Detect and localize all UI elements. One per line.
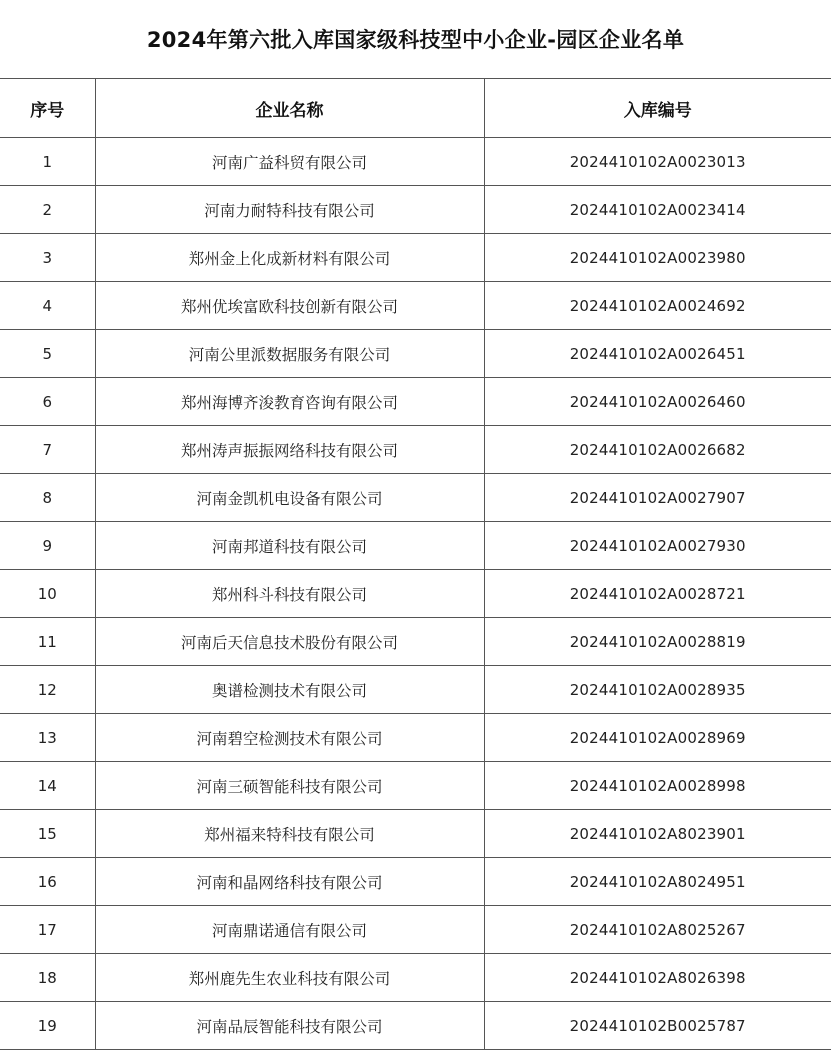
row-index: 3 (0, 234, 95, 282)
company-name: 河南品辰智能科技有限公司 (95, 1002, 484, 1050)
registry-code: 2024410102A0028721 (484, 570, 831, 618)
table-row (0, 282, 831, 330)
registry-code: 2024410102A0027907 (484, 474, 831, 522)
company-name: 河南碧空检测技术有限公司 (95, 714, 484, 762)
registry-code: 2024410102A0026682 (484, 426, 831, 474)
row-index: 5 (0, 330, 95, 378)
registry-code: 2024410102B0025787 (484, 1002, 831, 1050)
table-row (0, 906, 831, 954)
registry-code: 2024410102A0028969 (484, 714, 831, 762)
registry-code: 2024410102A0028819 (484, 618, 831, 666)
registry-code: 2024410102A0023414 (484, 186, 831, 234)
row-index: 8 (0, 474, 95, 522)
company-name: 郑州鹿先生农业科技有限公司 (95, 954, 484, 1002)
company-table (0, 78, 831, 1050)
row-index: 1 (0, 138, 95, 186)
table-header-row (0, 79, 831, 138)
page-title: 2024年第六批入库国家级科技型中小企业-园区企业名单 (146, 28, 685, 52)
row-index: 19 (0, 1002, 95, 1050)
table-row (0, 618, 831, 666)
header-registry-code: 入库编号 (484, 79, 831, 138)
header-index: 序号 (0, 79, 95, 138)
header-company-name: 企业名称 (95, 79, 484, 138)
registry-code: 2024410102A8024951 (484, 858, 831, 906)
table-row (0, 570, 831, 618)
table-row (0, 474, 831, 522)
registry-code: 2024410102A0023980 (484, 234, 831, 282)
company-name: 奥谱检测技术有限公司 (95, 666, 484, 714)
company-name: 郑州优埃富欧科技创新有限公司 (95, 282, 484, 330)
registry-code: 2024410102A8026398 (484, 954, 831, 1002)
row-index: 6 (0, 378, 95, 426)
row-index: 11 (0, 618, 95, 666)
company-name: 河南公里派数据服务有限公司 (95, 330, 484, 378)
company-name: 河南和晶网络科技有限公司 (95, 858, 484, 906)
row-index: 14 (0, 762, 95, 810)
row-index: 17 (0, 906, 95, 954)
table-row (0, 426, 831, 474)
row-index: 12 (0, 666, 95, 714)
table-row (0, 714, 831, 762)
title-bar (0, 0, 831, 78)
company-name: 河南鼎诺通信有限公司 (95, 906, 484, 954)
table-row (0, 234, 831, 282)
row-index: 7 (0, 426, 95, 474)
row-index: 9 (0, 522, 95, 570)
company-name: 郑州金上化成新材料有限公司 (95, 234, 484, 282)
table-row (0, 666, 831, 714)
company-name: 郑州科斗科技有限公司 (95, 570, 484, 618)
company-name: 河南三硕智能科技有限公司 (95, 762, 484, 810)
table-row (0, 762, 831, 810)
registry-code: 2024410102A0024692 (484, 282, 831, 330)
table-row (0, 378, 831, 426)
table-row (0, 858, 831, 906)
company-name: 河南后天信息技术股份有限公司 (95, 618, 484, 666)
company-name: 郑州涛声振振网络科技有限公司 (95, 426, 484, 474)
registry-code: 2024410102A0028935 (484, 666, 831, 714)
row-index: 15 (0, 810, 95, 858)
table-row (0, 954, 831, 1002)
row-index: 2 (0, 186, 95, 234)
company-name: 郑州福来特科技有限公司 (95, 810, 484, 858)
table-row (0, 1002, 831, 1050)
table-row (0, 138, 831, 186)
row-index: 18 (0, 954, 95, 1002)
row-index: 10 (0, 570, 95, 618)
company-name: 河南金凯机电设备有限公司 (95, 474, 484, 522)
registry-code: 2024410102A0026451 (484, 330, 831, 378)
table-row (0, 810, 831, 858)
table-row (0, 522, 831, 570)
company-name: 河南邦道科技有限公司 (95, 522, 484, 570)
company-name: 河南力耐特科技有限公司 (95, 186, 484, 234)
row-index: 16 (0, 858, 95, 906)
registry-code: 2024410102A0023013 (484, 138, 831, 186)
table-row (0, 330, 831, 378)
registry-code: 2024410102A8023901 (484, 810, 831, 858)
company-name: 郑州海博齐浚教育咨询有限公司 (95, 378, 484, 426)
registry-code: 2024410102A0026460 (484, 378, 831, 426)
row-index: 13 (0, 714, 95, 762)
registry-code: 2024410102A0028998 (484, 762, 831, 810)
company-name: 河南广益科贸有限公司 (95, 138, 484, 186)
registry-code: 2024410102A0027930 (484, 522, 831, 570)
registry-code: 2024410102A8025267 (484, 906, 831, 954)
row-index: 4 (0, 282, 95, 330)
table-row (0, 186, 831, 234)
